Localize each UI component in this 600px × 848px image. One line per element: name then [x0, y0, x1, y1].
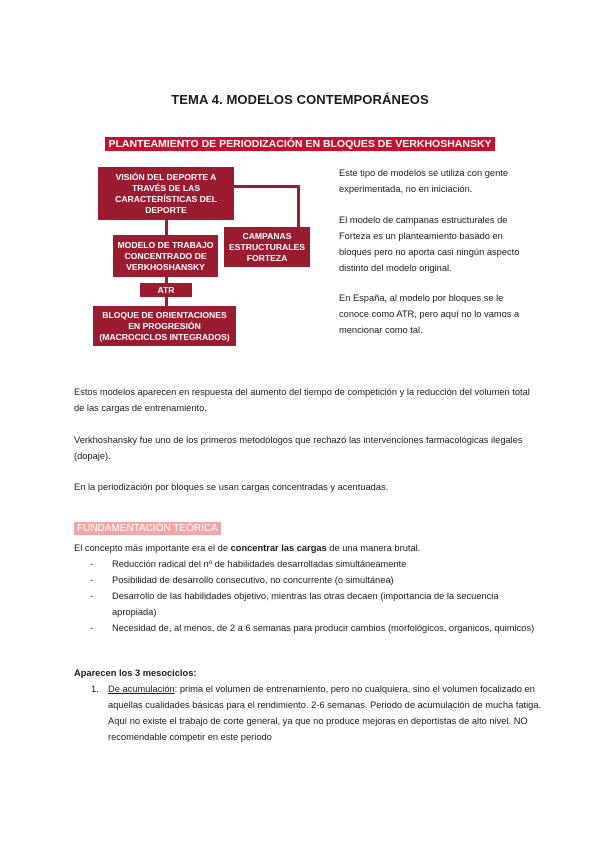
- connector-v-right: [297, 185, 300, 227]
- connector-v-3: [165, 296, 168, 306]
- subtitle-text: PLANTEAMIENTO DE PERIODIZACIÓN EN BLOQUES DE VERKHOSHANSKY: [105, 137, 494, 151]
- section-heading-text: FUNDAMENTACIÓN TEÓRICA: [77, 523, 218, 534]
- side-paragraph-2: El modelo de campanas estructurales de Forteza es un planteamiento basado en bloques pero no aporta casi ningún aspecto distinto del modelo original.: [339, 215, 520, 273]
- list-item: [74, 681, 542, 745]
- body-paragraph-1: Estos modelos aparecen en respuesta del aumento del tiempo de competición y la reducción del volumen total de las cargas de entrenamiento.: [74, 387, 530, 413]
- mesociclos-list: [74, 681, 542, 745]
- item-number: 1.: [91, 684, 99, 694]
- fundamentacion-intro: [74, 540, 534, 556]
- body-paragraph-3: En la periodización por bloques se usan cargas concentradas y acentuadas.: [74, 482, 389, 492]
- mesociclos-heading-text: Aparecen los 3 mesociclos:: [74, 668, 197, 678]
- list-item: - Desarrollo de las habilidades objetivo, mientras las otras decaen (importancia de la secuencia apropiada): [74, 588, 544, 620]
- connector-v-2: [165, 276, 168, 283]
- mesociclos-heading: [74, 665, 534, 681]
- diagram-box-vision: VISIÓN DEL DEPORTE A TRAVÉS DE LAS CARACTERÍSTICAS DEL DEPORTE: [98, 167, 234, 220]
- subtitle-banner: [0, 134, 600, 152]
- diagram-box-atr: ATR: [140, 283, 192, 297]
- fundamentacion-list: [74, 556, 544, 636]
- section-heading-fundamentacion: [74, 522, 221, 535]
- intro-text-a: El concepto más importante era el de: [74, 543, 231, 553]
- diagram-box-modelo: MODELO DE TRABAJO CONCENTRADO DE VERKHOSHANSKY: [113, 235, 218, 277]
- page-title: TEMA 4. MODELOS CONTEMPORÁNEOS: [171, 92, 429, 107]
- item-title: De acumulación: [108, 684, 175, 694]
- side-paragraph-1: Este tipo de modelos se utiliza con gente experimentada, no en iniciación.: [339, 168, 508, 194]
- item-text: : prima el volumen de entrenamiento, pero no cualquiera, sino el volumen focalizado en aquellas cualidades básicas para el rendimiento. 2-6 semanas. Periodo de acumulación de mucha fatiga. Aquí no existe el trabajo de corte general, ya que no produce mejoras en deportistas de alto nivel. NO recomendable competir en este periodo: [108, 684, 542, 742]
- body-paragraph-2: Verkhoshansky fue uno de los primeros metodólogos que rechazó las intervenciones farmacológicas ilegales (dopaje).: [74, 435, 523, 461]
- intro-text-bold: concentrar las cargas: [230, 543, 327, 553]
- connector-v-1: [165, 220, 168, 236]
- list-item: - Posibilidad de desarrollo consecutivo, no concurrente (o simultánea): [74, 572, 544, 588]
- diagram-box-bloque: BLOQUE DE ORIENTACIONES EN PROGRESIÓN (MACROCICLOS INTEGRADOS): [93, 306, 236, 346]
- intro-text-b: de una manera brutal.: [326, 543, 421, 553]
- list-item: - Necesidad de, al menos, de 2 a 6 semanas para producir cambios (morfológicos, organicos, quimicos): [74, 620, 544, 636]
- list-item: - Reducción radical del nº de habilidades desarrolladas simultáneamente: [74, 556, 544, 572]
- side-paragraph-3: En España, al modelo por bloques se le conoce como ATR, pero aquí no lo vamos a mencionar como tal.: [339, 293, 520, 335]
- diagram-box-campanas: CAMPANAS ESTRUCTURALES FORTEZA: [224, 227, 310, 267]
